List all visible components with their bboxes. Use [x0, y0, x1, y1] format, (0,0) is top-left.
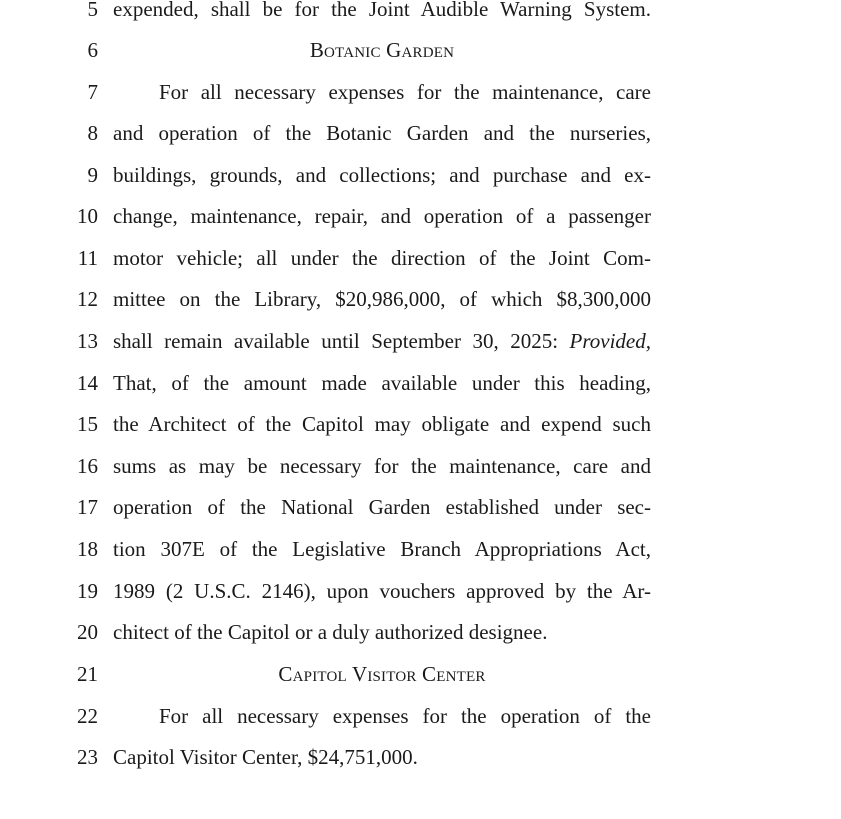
- section-heading: Botanic Garden: [309, 38, 455, 62]
- line-number: 9: [87, 163, 98, 187]
- line-number: 14: [77, 371, 98, 395]
- bill-line: [0, 75, 841, 109]
- line-text: 1989 (2 U.S.C. 2146), upon vouchers approved by the Ar-: [113, 579, 651, 603]
- line-text: tion 307E of the Legislative Branch Appropriations Act,: [113, 537, 651, 561]
- line-text: That, of the amount made available under this heading,: [113, 371, 651, 395]
- line-text: [113, 324, 651, 358]
- bill-line: [0, 116, 841, 150]
- line-text: expended, shall be for the Joint Audible Warning System.: [113, 0, 651, 21]
- line-text: sums as may be necessary for the maintenance, care and: [113, 454, 651, 478]
- bill-line: [0, 158, 841, 192]
- bill-line: [0, 532, 841, 566]
- line-text: Capitol Visitor Center, $24,751,000.: [113, 745, 418, 769]
- bill-line: [0, 490, 841, 524]
- bill-line: [0, 699, 841, 733]
- line-number: 7: [87, 80, 98, 104]
- line-number: 6: [87, 38, 98, 62]
- bill-line: [0, 657, 841, 691]
- section-heading: Capitol Visitor Center: [278, 662, 486, 686]
- line-number: 16: [77, 454, 98, 478]
- line-number: 22: [77, 704, 98, 728]
- line-text: For all necessary expenses for the maintenance, care: [159, 80, 651, 104]
- line-number: 10: [77, 204, 98, 228]
- bill-line: [0, 241, 841, 275]
- line-number: 21: [77, 662, 98, 686]
- line-number: 18: [77, 537, 98, 561]
- line-number: 15: [77, 412, 98, 436]
- line-number: 23: [77, 745, 98, 769]
- line-number: 11: [77, 246, 98, 270]
- line-number: 20: [77, 620, 98, 644]
- line-number: 13: [77, 329, 98, 353]
- bill-line: [0, 615, 841, 649]
- bill-line: [0, 407, 841, 441]
- line-number: 19: [77, 579, 98, 603]
- line-number: 12: [77, 287, 98, 311]
- bill-line: [0, 282, 841, 316]
- bill-line: [0, 0, 841, 26]
- bill-line: [0, 199, 841, 233]
- bill-line: [0, 324, 841, 358]
- line-text: chitect of the Capitol or a duly authorized designee.: [113, 620, 548, 644]
- line-text: the Architect of the Capitol may obligate and expend such: [113, 412, 651, 436]
- line-number: 5: [87, 0, 98, 21]
- line-text: and operation of the Botanic Garden and the nurseries,: [113, 121, 651, 145]
- line-text: motor vehicle; all under the direction of the Joint Com-: [113, 246, 651, 270]
- bill-line: [0, 449, 841, 483]
- line-text-part: shall remain available until September 30, 2025:: [113, 329, 559, 353]
- bill-line: [0, 33, 841, 67]
- bill-line: [0, 740, 841, 774]
- line-text: buildings, grounds, and collections; and purchase and ex-: [113, 163, 651, 187]
- line-text: change, maintenance, repair, and operation of a passenger: [113, 204, 651, 228]
- line-text: For all necessary expenses for the operation of the: [159, 704, 651, 728]
- line-text: mittee on the Library, $20,986,000, of which $8,300,000: [113, 287, 651, 311]
- bill-line: [0, 574, 841, 608]
- line-text: operation of the National Garden established under sec-: [113, 495, 651, 519]
- line-number: 8: [87, 121, 98, 145]
- provided-term: Provided,: [569, 329, 651, 353]
- bill-line: [0, 366, 841, 400]
- line-number: 17: [77, 495, 98, 519]
